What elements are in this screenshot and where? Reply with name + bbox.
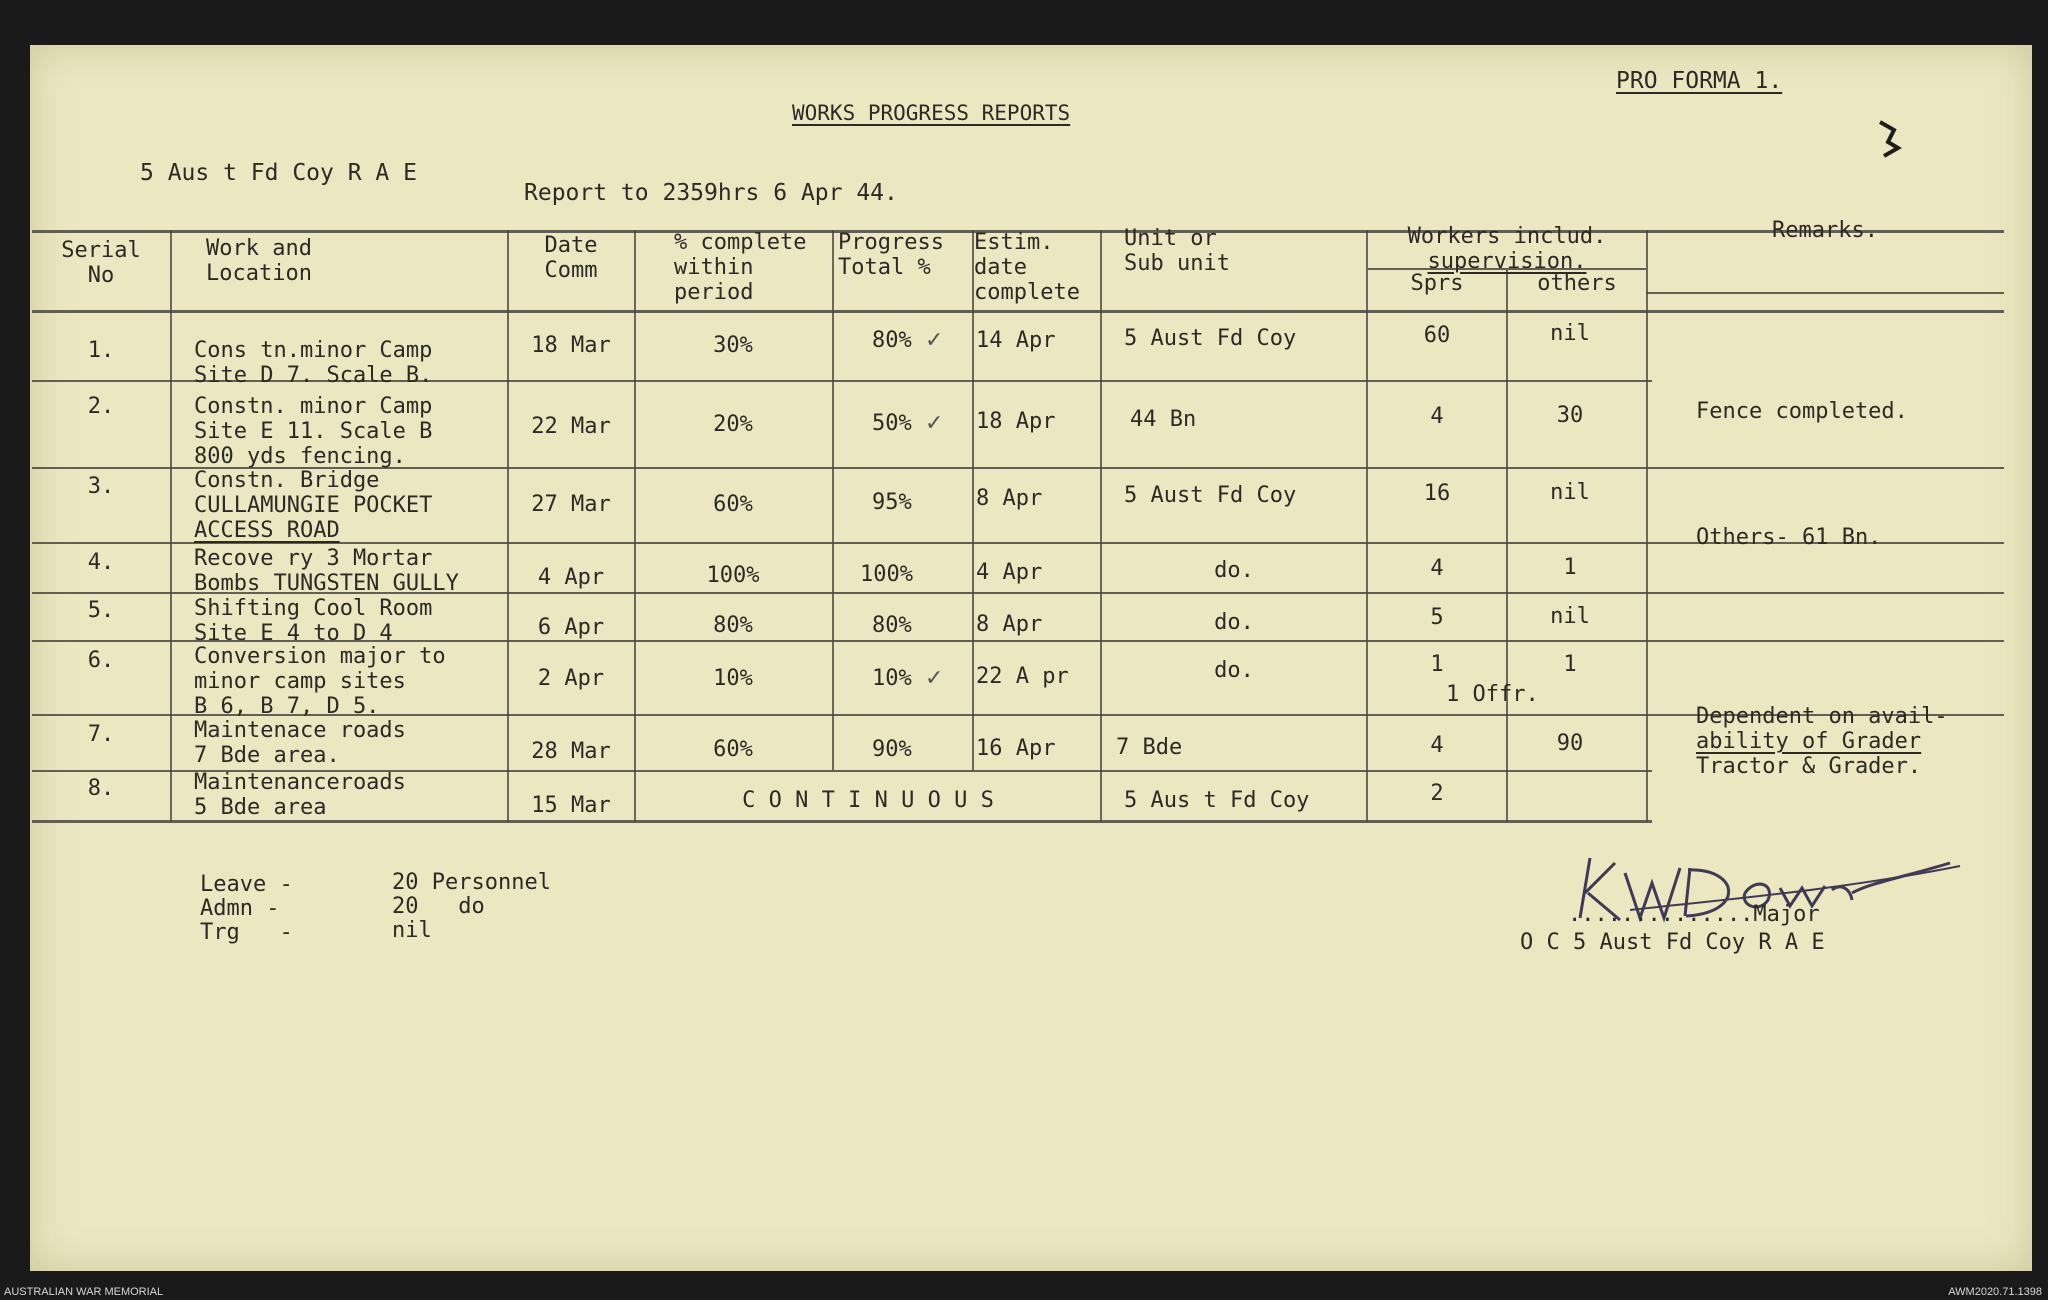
row3-work: Constn. Bridge CULLAMUNGIE POCKET ACCESS ROAD xyxy=(194,468,433,543)
row5-estim: 8 Apr xyxy=(976,612,1043,637)
row6-estim: 22 A pr xyxy=(976,664,1069,689)
row8-unit: 5 Aus t Fd Coy xyxy=(1124,788,1310,813)
row7-pct: 60% xyxy=(713,737,753,762)
row2-remarks: Fence completed. xyxy=(1696,399,1908,424)
footer-institution: AUSTRALIAN WAR MEMORIAL xyxy=(4,1286,164,1298)
row4-remarks: Others- 61 Bn. xyxy=(1696,525,1882,550)
row1-pct: 30% xyxy=(713,333,753,358)
row2-unit: 44 Bn xyxy=(1130,407,1197,432)
row2-date: 22 Mar xyxy=(531,414,611,439)
col-rule xyxy=(1366,230,1368,822)
row6-officers: 1 Offr. xyxy=(1446,682,1539,707)
row6-progress: 10% ✓ xyxy=(872,666,944,691)
col-rule xyxy=(972,230,974,770)
header-unit: Unit or Sub unit xyxy=(1124,226,1230,276)
col-rule xyxy=(832,230,834,770)
row7-others: 90 xyxy=(1556,731,1584,756)
header-date-comm: Date Comm xyxy=(544,233,598,283)
row6-serial: 6. xyxy=(87,648,115,673)
personnel-trg: Trg - xyxy=(200,920,293,945)
row2-serial: 2. xyxy=(87,394,115,419)
header-remarks: Remarks. xyxy=(1772,218,1878,243)
signature-block: O C 5 Aust Fd Coy R A E xyxy=(1520,930,1825,955)
header-workers: Workers includ. supervision. xyxy=(1407,224,1607,274)
row3-others: nil xyxy=(1550,480,1590,505)
row6-sprs: 1 xyxy=(1430,652,1444,677)
row5-progress: 80% xyxy=(872,613,912,638)
row3-pct: 60% xyxy=(713,492,753,517)
row5-date: 6 Apr xyxy=(537,615,605,640)
row1-date: 18 Mar xyxy=(531,333,611,358)
personnel-trg-value: nil xyxy=(392,918,432,943)
row5-pct: 80% xyxy=(713,613,753,638)
signature-rank: ..............Major xyxy=(1568,902,1820,927)
col-rule xyxy=(507,230,509,822)
row4-serial: 4. xyxy=(87,550,115,575)
ink-mark-icon xyxy=(1870,112,1910,162)
row1-progress: 80% ✓ xyxy=(872,328,944,353)
row1-sprs: 60 xyxy=(1423,323,1451,348)
row6-others: 1 xyxy=(1563,652,1577,677)
personnel-admn: Admn - xyxy=(200,896,280,921)
row2-work: Constn. minor Camp Site E 11. Scale B 800 yds fencing. xyxy=(194,394,433,469)
personnel-leave: Leave - xyxy=(200,872,293,897)
pro-forma-label: PRO FORMA 1. xyxy=(1616,68,1783,94)
col-rule xyxy=(170,230,172,822)
row4-progress: 100% xyxy=(860,562,913,587)
row3-sprs: 16 xyxy=(1423,481,1451,506)
row7-progress: 90% xyxy=(872,737,912,762)
row2-pct: 20% xyxy=(713,412,753,437)
personnel-admn-value: 20 do xyxy=(392,894,485,919)
row3-date: 27 Mar xyxy=(531,492,611,517)
personnel-leave-value: 20 Personnel xyxy=(392,870,551,895)
report-period: Report to 2359hrs 6 Apr 44. xyxy=(524,180,898,206)
row1-serial: 1. xyxy=(87,338,115,363)
row5-serial: 5. xyxy=(87,598,115,623)
col-rule xyxy=(634,230,636,822)
header-bottom-rule xyxy=(32,310,2004,313)
col-rule xyxy=(1100,230,1102,822)
row6-date: 2 Apr xyxy=(537,666,605,691)
row7-estim: 16 Apr xyxy=(976,736,1056,761)
header-others: others xyxy=(1537,271,1617,296)
row4-sprs: 4 xyxy=(1430,556,1444,581)
row5-sprs: 5 xyxy=(1430,605,1444,630)
document-title: WORKS PROGRESS REPORTS xyxy=(792,101,1071,125)
header-serial: Serial No xyxy=(61,238,141,288)
table-bottom-rule xyxy=(32,820,1652,823)
row8-work: Maintenanceroads 5 Bde area xyxy=(194,770,406,820)
archive-footer xyxy=(0,1285,2048,1300)
row2-sprs: 4 xyxy=(1430,404,1444,429)
row5-others: nil xyxy=(1550,604,1590,629)
row8-serial: 8. xyxy=(87,776,115,801)
row7-unit: 7 Bde xyxy=(1116,735,1183,760)
col-rule xyxy=(1646,230,1648,822)
row3-estim: 8 Apr xyxy=(976,486,1043,511)
row5-work: Shifting Cool Room Site E 4 to D 4 xyxy=(194,596,433,646)
row7-sprs: 4 xyxy=(1430,733,1444,758)
header-pct-complete: % complete within period xyxy=(674,230,807,305)
row7-remarks: Dependent on avail- ability of Grader Tractor & Grader. xyxy=(1696,704,1948,779)
row4-estim: 4 Apr xyxy=(976,560,1043,585)
row4-date: 4 Apr xyxy=(537,565,605,590)
row7-work: Maintenace roads 7 Bde area. xyxy=(194,718,406,768)
header-progress: Progress Total % xyxy=(838,230,944,280)
row2-others: 30 xyxy=(1556,403,1584,428)
row8-continuous: C O N T I N U O U S xyxy=(742,788,994,813)
row3-serial: 3. xyxy=(87,474,115,499)
row3-unit: 5 Aust Fd Coy xyxy=(1124,483,1297,508)
row6-unit: do. xyxy=(1214,658,1254,683)
header-work: Work and Location xyxy=(206,236,312,286)
row6-work: Conversion major to minor camp sites B 6, B 7, D 5. xyxy=(194,644,446,719)
row6-pct: 10% xyxy=(713,666,753,691)
row5-unit: do. xyxy=(1214,610,1254,635)
row1-unit: 5 Aust Fd Coy xyxy=(1124,326,1297,351)
row3-progress: 95% xyxy=(872,490,912,515)
row1-others: nil xyxy=(1550,321,1590,346)
row4-pct: 100% xyxy=(706,563,760,588)
check-mark-icon: ✓ xyxy=(925,666,944,691)
col-rule xyxy=(1506,270,1508,822)
row8-sprs: 2 xyxy=(1430,781,1444,806)
row8-date: 15 Mar xyxy=(531,793,611,818)
row4-work: Recove ry 3 Mortar Bombs TUNGSTEN GULLY xyxy=(194,546,459,596)
row2-estim: 18 Apr xyxy=(976,409,1056,434)
header-estim: Estim. date complete xyxy=(974,230,1080,305)
row1-estim: 14 Apr xyxy=(976,328,1056,353)
row7-date: 28 Mar xyxy=(531,739,611,764)
row1-work: Cons tn.minor Camp Site D 7. Scale B. xyxy=(194,338,433,388)
check-mark-icon: ✓ xyxy=(925,328,944,353)
row7-serial: 7. xyxy=(87,722,115,747)
remarks-header-rule xyxy=(1646,292,2004,294)
header-sprs: Sprs xyxy=(1410,271,1464,296)
row4-unit: do. xyxy=(1214,558,1254,583)
row2-progress: 50% ✓ xyxy=(872,411,944,436)
footer-accession: AWM2020.71.1398 xyxy=(1948,1286,2042,1298)
check-mark-icon: ✓ xyxy=(925,411,944,436)
row4-others: 1 xyxy=(1563,555,1577,580)
unit-heading: 5 Aus t Fd Coy R A E xyxy=(140,160,417,186)
